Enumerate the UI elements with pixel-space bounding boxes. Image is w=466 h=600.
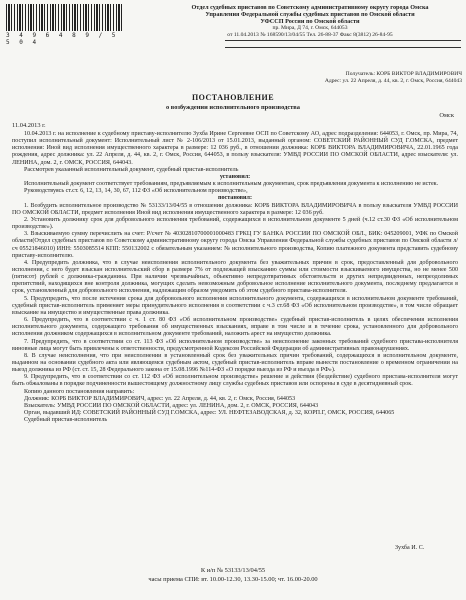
clause-4: 4. Предупредить должника, что в случае неисполнения исполнительного документа без уважительных причин в срок, предоставленный для добровольного исполнения, с него будет взыскан исполнительский сбор в размере 7% от подлежащей взысканию суммы или стоимости взыскиваемого имущества, но не менее 500 (пятисот) рублей с должника-гражданина. При наличии чрезвычайных, объективно непредотвратимых обстоятельств и других непредвиденных, непреодолимых препятствий, находящихся вне контроля должника, могущих сделать невозможным добровольное исполнение исполнительного документа, последнему предлагается в срок, установленный для добровольного исполнения, надлежащим образом уведомить об этом судебного пристава-исполнителя. (12, 259, 458, 295)
copy-claimant: Взыскатель: УМВД РОССИИ ПО ОМСКОЙ ОБЛАСТИ, адрес: ул. ЛЕНИНА, дом. 2, г. ОМСК, РОССИЯ, 644043 (24, 402, 319, 409)
signatory-title: Судебный пристав-исполнитель (24, 417, 108, 424)
signature-name: Зухба И. С. (395, 545, 425, 551)
document-date: 11.04.2013 г. (12, 122, 46, 129)
header-line-4: пр. Мира, Д 74, г. Омск, 644053 (272, 25, 348, 31)
title-sub: о возбуждении исполнительного производства (166, 104, 300, 112)
header-rule-bottom (225, 47, 461, 48)
reception-hours: часы приема СПИ: вт. 10.00-12.30, 13.30-15.00; чт. 16.00-20.00 (148, 576, 318, 583)
clause-8: 8. В случае неисполнения, что при неисполнении в установленный срок без уважительных причин требований, содержащихся в исполнительном документе, выданном на основании судебного акта или являющемся судебным актом, судебный пристав-исполнитель вправе вынести постановление о временном ограничении на выезд должника из РФ (ст. ст. 15, 28 Федерального закона от 15.08.1996 №114-ФЗ «О порядке выезда из РФ и въезда в РФ»). (12, 352, 458, 374)
city: Омск (439, 112, 454, 119)
recipient-block (170, 71, 462, 84)
title-main: ПОСТАНОВЛЕНИЕ (191, 93, 275, 102)
heading-established: установил: (219, 173, 251, 180)
clause-5: 5. Предупредить, что после истечения срока для добровольного исполнения исполнительного документа, содержащихся в исполнительном документе требований, судебный пристав-исполнитель применяет меры принудительного исполнения в соответствии с ч.3 ст.68 ФЗ «Об исполнительном производстве», в том числе обращает взыскание на имущество и имущественные права должника. (12, 295, 458, 316)
header-line-5: от 11.04.2013 № 168590/13/04/55 Тел. 26-88-37 Факс 8(3812) 26-84-95 (227, 31, 393, 38)
clause-3: 3. Взыскиваемую сумму перечислить на счет: Р/счет № 40302810700001000483 ГРКЦ ГУ БАНКА РОССИИ ПО ОМСКОЙ ОБЛ., БИК: 045209001, УФК по Омской области(Отдел судебных приставов по Советскому административному округу города Омска Управления Федеральной службы судебных приставов по Омской области л/сч 05521846010) ИНН: 5503085514 КПП: 550132002 с обязательным указанием: № исполнительного производства, Копию платежного документа представить судебному приставу-исполнителю. (12, 231, 458, 259)
recipient-name: Получатель: КОРБ ВИКТОР ВЛАДИМИРОВИЧ (345, 71, 462, 77)
paragraph-legal-basis: Руководствуясь ст.ст. 6, 12, 13, 14, 30, 67, 112 ФЗ «Об исполнительном производстве», (24, 188, 248, 195)
document-title (0, 94, 466, 111)
copies-heading: Копию данного постановления направить: (24, 388, 135, 395)
document-body (12, 131, 458, 424)
paragraph-considered: Рассмотрев указанный исполнительный документ, судебный пристав-исполнитель (24, 166, 239, 173)
barcode-number: 3 4 9 6 4 8 9 / 5 5 0 4 (6, 32, 119, 47)
heading-decided: постановил: (217, 195, 253, 202)
header-line-2: Управления Федеральной службы судебных приставов по Омской области (205, 11, 415, 18)
barcode-bars (6, 4, 124, 31)
copy-issuing-body: Орган, выдавший ИД: СОВЕТСКИЙ РАЙОННЫЙ СУД Г.ОМСКА, адрес: УЛ. НЕФТЕЗАВОДСКАЯ, д. 32, КОРП.Г, ОМСК, РОССИЯ, 644065 (24, 410, 395, 417)
issuer-header (160, 4, 460, 39)
barcode (6, 4, 124, 46)
clause-7: 7. Предупредить, что в соответствии со ст. 113 ФЗ «Об исполнительном производстве» за неисполнение законных требований судебного пристава-исполнителя виновные лица могут быть привлечены к ответственности, предусмотренной Кодексом Российской Федерации об административных правонарушениях. (12, 338, 458, 352)
header-line-3: УФССП России по Омской области (260, 18, 360, 25)
clause-2: 2. Установить должнику срок для добровольного исполнения требований, содержащихся в исполнительном документе 5 дней (ч.12 ст.30 ФЗ «Об исполнительном производстве»). (12, 216, 458, 231)
paragraph-compliance: Исполнительный документ соответствует требованиям, предъявляемым к исполнительным документам, срок предъявления документа к исполнению не истек. (24, 181, 439, 188)
recipient-address: Адрес: ул. 22 Апреля, д. 44, кв. 2, г. Омск, Россия, 644043 (324, 77, 462, 84)
clause-9: 9. Предупредить, что в соответствии со ст. 112 ФЗ «Об исполнительном производстве» решение и действия (бездействие) судебного пристава-исполнителя могут быть обжалованы в порядке подчиненности вышестоящему должностному лицу службы судебных приставов или оспорены в суде в десятидневный срок. (12, 374, 458, 388)
clause-6: 6. Предупредить, что в соответствии с ч. 1 ст. 80 ФЗ «Об исполнительном производстве» судебный пристав-исполнитель в целях обеспечения исполнения исполнительного документа, содержащего требования об имущественных взысканиях, вправе в том числе и в течение срока, установленного для добровольного исполнения должником содержащихся в исполнительном документе требований, наложить арест на имущество должника. (12, 317, 458, 338)
header-line-1: Отдел судебных приставов по Советскому административному округу города Омска (191, 4, 429, 11)
footer (0, 566, 466, 584)
paragraph-intro: 10.04.2013 г. на исполнение к судебному приставу-исполнителю Зухба Ирине Сергеевне ОСП по Советскому АО, адрес подразделения: 644053, г. Омск, пр. Мира, 74, поступил исполнительный документ: Исполнительный лист № 2-106/2013 от 15.01.2013, выданный органом: СОВЕТСКИЙ РАЙОННЫЙ СУД Г.ОМСКА, предмет исполнения: Иной вид исполнения имущественного характера в размере: 12 036 руб., в отношении должника: КОРБ ВИКТОРА ВЛАДИМИРОВИЧА, 22.01.1965 года рождения, адрес должника: ул. 22 Апреля, д. 44, кв. 2, г. Омск, Россия, 644053, в пользу взыскателя: УМВД РОССИИ ПО ОМСКОЙ ОБЛАСТИ, адрес взыскателя: ул. ЛЕНИНА, дом. 2, г. ОМСК, РОССИЯ, 644043. (12, 131, 458, 166)
case-reference: К и/п № 53133/13/04/55 (200, 567, 266, 574)
clause-1: 1. Возбудить исполнительное производство № 53133/13/04/55 в отношении должника: КОРБ ВИКТОРА ВЛАДИМИРОВИЧА в пользу взыскателя УМВД РОССИИ ПО ОМСКОЙ ОБЛАСТИ, предмет исполнения Иной вид исполнения имущественного характера в размере: 12 036 руб. (12, 202, 458, 216)
header-rule-top (225, 40, 461, 41)
copy-debtor: Должник: КОРБ ВИКТОР ВЛАДИМИРОВИЧ, адрес: ул. 22 Апреля, д. 44, кв. 2, г. Омск, Россия, 644053 (24, 395, 296, 402)
